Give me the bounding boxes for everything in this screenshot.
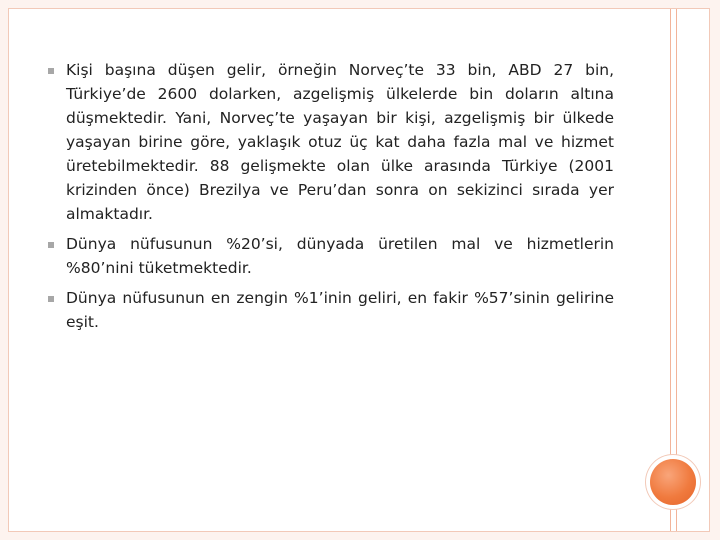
bullet-item: [58, 58, 614, 226]
decorative-circle: [650, 459, 696, 505]
slide-content: [58, 58, 614, 340]
bullet-text: Kişi başına düşen gelir, örneğin Norveç’te 33 bin, ABD 27 bin, Türkiye’de 2600 dolarken, azgelişmiş ülkelerde bin doların altına düşmektedir. Yani, Norveç’te yaşayan bir kişi, azgelişmiş bir ülkede yaşayan birine göre, yaklaşık otuz üç kat daha fazla mal ve hizmet üretebilmektedir. 88 gelişmekte olan ülke arasında Türkiye (2001 krizinden önce) Brezilya ve Peru’dan sonra on sekizinci sırada yer almaktadır.: [66, 61, 614, 223]
bullet-text: Dünya nüfusunun %20’si, dünyada üretilen mal ve hizmetlerin %80’nini tüketmektedir.: [66, 235, 614, 277]
bullet-square-icon: [48, 242, 54, 248]
bullet-square-icon: [48, 68, 54, 74]
decorative-line: [670, 9, 671, 531]
bullet-item: [58, 232, 614, 280]
bullet-item: [58, 286, 614, 334]
bullet-text: Dünya nüfusunun en zengin %1’inin geliri, en fakir %57’sinin gelirine eşit.: [66, 289, 614, 331]
bullet-square-icon: [48, 296, 54, 302]
decorative-line: [676, 9, 677, 531]
